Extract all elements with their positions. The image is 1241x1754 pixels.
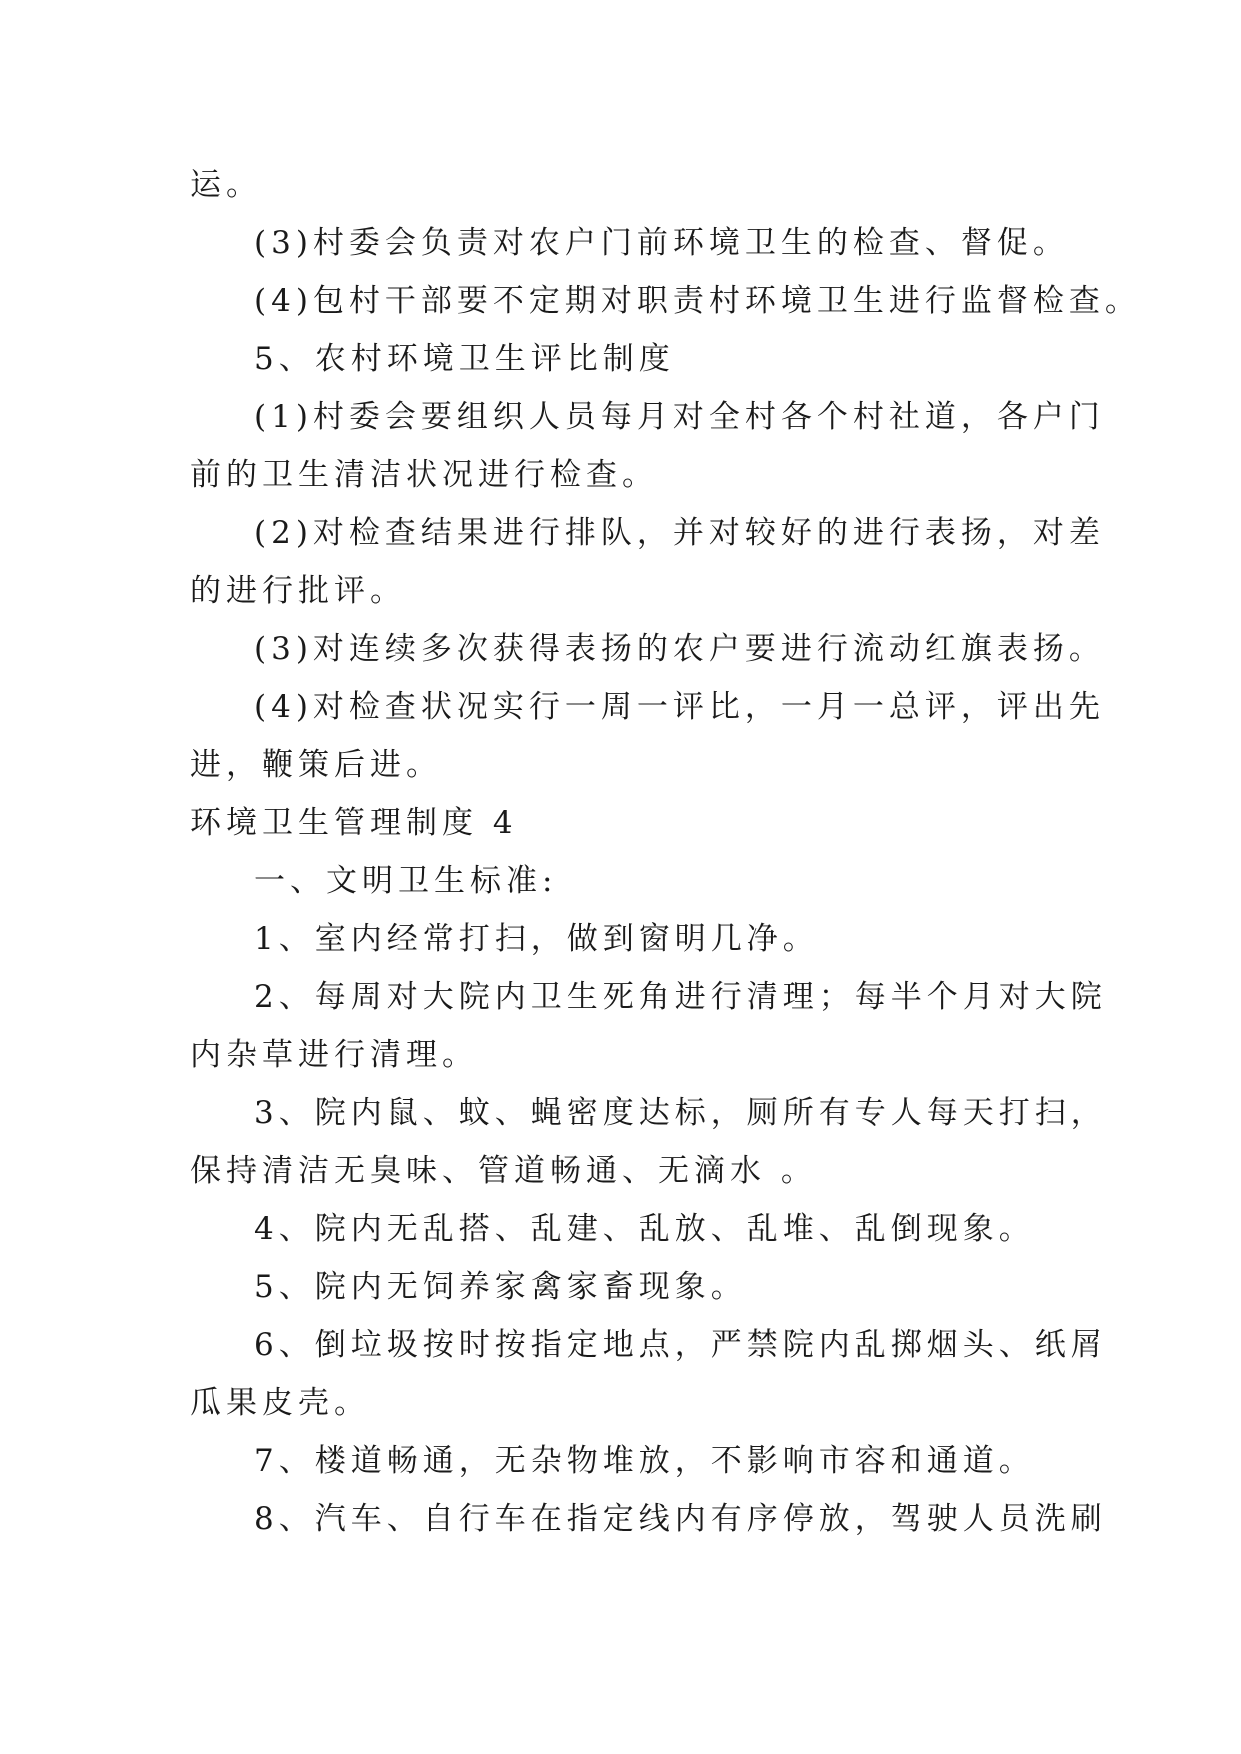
text-line: 的进行批评。 (190, 573, 406, 609)
text-line: (2)对检查结果进行排队，并对较好的进行表扬，对差 (254, 515, 1105, 551)
text-line: 一、文明卫生标准: (254, 863, 558, 899)
text-line: 前的卫生清洁状况进行检查。 (190, 457, 658, 493)
text-line: 6、倒垃圾按时按指定地点，严禁院内乱掷烟头、纸屑 (254, 1327, 1107, 1363)
text-line: 环境卫生管理制度 4 (190, 805, 518, 841)
text-line: (3)对连续多次获得表扬的农户要进行流动红旗表扬。 (254, 631, 1105, 667)
document-body (190, 156, 1141, 1548)
text-line: 1、室内经常打扫，做到窗明几净。 (254, 921, 819, 957)
text-line: 5、农村环境卫生评比制度 (254, 341, 675, 377)
text-line: 进，鞭策后进。 (190, 747, 442, 783)
text-line: 4、院内无乱搭、乱建、乱放、乱堆、乱倒现象。 (254, 1211, 1035, 1247)
text-line: 8、汽车、自行车在指定线内有序停放，驾驶人员洗刷 (254, 1501, 1107, 1537)
text-line: (1)村委会要组织人员每月对全村各个村社道，各户门 (254, 399, 1105, 435)
text-line: 运。 (190, 167, 262, 203)
text-line: 2、每周对大院内卫生死角进行清理；每半个月对大院 (254, 979, 1107, 1015)
text-line: 保持清洁无臭味、管道畅通、无滴水 。 (190, 1153, 817, 1189)
text-line: 瓜果皮壳。 (190, 1385, 370, 1421)
text-line: (4)包村干部要不定期对职责村环境卫生进行监督检查。 (254, 283, 1141, 319)
text-line: 内杂草进行清理。 (190, 1037, 478, 1073)
text-line: 3、院内鼠、蚊、蝇密度达标，厕所有专人每天打扫， (254, 1095, 1107, 1131)
text-line: 5、院内无饲养家禽家畜现象。 (254, 1269, 747, 1305)
text-line: (3)村委会负责对农户门前环境卫生的检查、督促。 (254, 225, 1069, 261)
text-line: 7、楼道畅通，无杂物堆放，不影响市容和通道。 (254, 1443, 1035, 1479)
text-line: (4)对检查状况实行一周一评比，一月一总评，评出先 (254, 689, 1105, 725)
